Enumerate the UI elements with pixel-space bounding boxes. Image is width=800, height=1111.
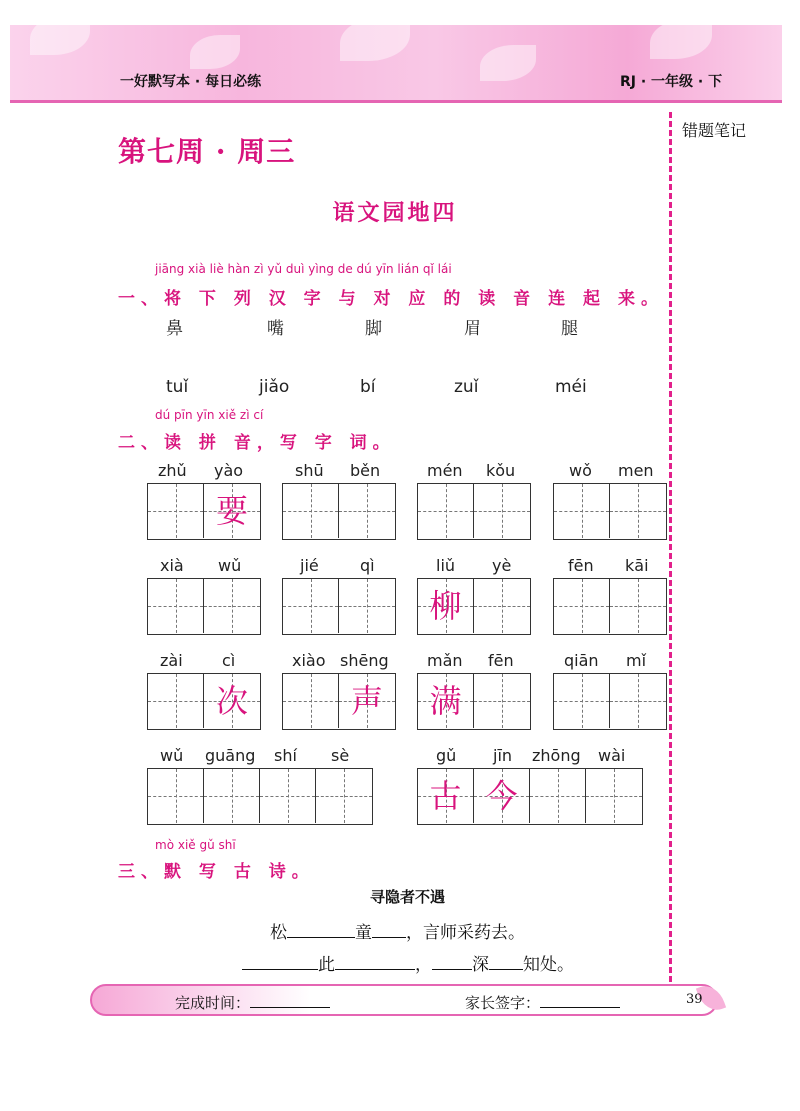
answer-char: 古 [429,777,462,815]
grid-cell[interactable] [610,674,666,728]
grid-pinyin: shēng [340,651,389,670]
grid-pinyin: fēn [488,651,514,670]
grid-pinyin: mén [427,461,463,480]
time-blank[interactable] [250,994,330,1008]
writing-grid[interactable] [417,483,531,540]
q3-title: 三、默 写 古 诗。 [118,862,315,882]
q1-pinyin-word: méi [555,377,587,397]
writing-grid[interactable] [553,578,667,635]
grid-pinyin: shí [274,746,297,765]
q3-pinyin: mò xiě gǔ shī [155,838,236,852]
grid-cell[interactable] [610,484,666,538]
grid-cell[interactable] [474,674,530,728]
grid-pinyin: qiān [564,651,599,670]
answer-blank[interactable] [242,953,318,970]
writing-grid[interactable] [147,768,373,825]
grid-pinyin: zhōng [532,746,581,765]
grid-pinyin: cì [222,651,236,670]
writing-grid[interactable] [417,578,531,635]
q1-pinyin-word: jiǎo [259,377,290,397]
grid-pinyin: gǔ [436,746,457,765]
grid-cell[interactable] [474,769,530,823]
grid-pinyin: kǒu [486,461,516,480]
grid-pinyin: wài [598,746,626,765]
answer-char: 声 [350,682,383,720]
grid-pinyin: shū [295,461,324,480]
q1-title: 一、将 下 列 汉 字 与 对 应 的 读 音 连 起 来。 [118,289,664,309]
q1-char: 鼻 [166,319,183,339]
answer-blank[interactable] [432,953,472,970]
grid-pinyin: mǐ [626,651,647,670]
answer-blank[interactable] [489,953,523,970]
writing-grid[interactable] [147,673,261,730]
grid-pinyin: wǔ [160,746,184,765]
grid-cell[interactable] [148,579,204,633]
page-number: 39 [686,992,703,1007]
grid-cell[interactable] [204,484,260,538]
petal-decoration [340,25,410,61]
grid-cell[interactable] [610,579,666,633]
q2-title: 二、读 拼 音，写 字 词。 [118,433,396,453]
answer-char: 满 [429,682,462,720]
grid-cell[interactable] [418,769,474,823]
grid-cell[interactable] [530,769,586,823]
signature-blank[interactable] [540,994,620,1008]
answer-char: 要 [215,492,248,530]
grid-cell[interactable] [474,579,530,633]
answer-char: 柳 [429,587,462,625]
grid-cell[interactable] [554,674,610,728]
grid-pinyin: xiào [292,651,326,670]
grid-pinyin: zhǔ [158,461,187,480]
grid-cell[interactable] [339,674,395,728]
day-title: 第七周 · 周三 [118,135,296,168]
q1-char: 腿 [561,319,578,339]
q1-char: 眉 [464,319,481,339]
header-right-text: RJ · 一年级 · 下 [620,74,723,90]
notes-label: 错题笔记 [682,121,747,140]
writing-grid[interactable] [417,673,531,730]
grid-cell[interactable] [204,674,260,728]
petal-decoration [650,25,712,59]
q1-pinyin: jiāng xià liè hàn zì yǔ duì yìng de dú yīn lián qǐ lái [155,262,452,276]
grid-cell[interactable] [554,484,610,538]
parent-signature: 家长签字： [465,992,620,1013]
grid-cell[interactable] [418,579,474,633]
grid-pinyin: wǒ [569,461,592,480]
grid-cell[interactable] [204,579,260,633]
grid-pinyin: xià [160,556,184,575]
answer-char: 次 [215,682,248,720]
grid-cell[interactable] [339,579,395,633]
grid-pinyin: jīn [493,746,513,765]
completion-time: 完成时间： [175,992,330,1013]
grid-cell[interactable] [339,484,395,538]
grid-pinyin: guāng [205,746,256,765]
grid-cell[interactable] [474,484,530,538]
grid-pinyin: běn [350,461,381,480]
grid-pinyin: jié [300,556,319,575]
writing-grid[interactable] [282,483,396,540]
writing-grid[interactable] [147,483,261,540]
grid-pinyin: mǎn [427,651,463,670]
q1-pinyin-word: zuǐ [454,377,479,397]
writing-grid[interactable] [282,673,396,730]
q2-pinyin: dú pīn yīn xiě zì cí [155,408,264,422]
header-banner [10,25,782,103]
writing-grid[interactable] [553,483,667,540]
notes-divider [669,112,672,982]
q1-char: 嘴 [267,319,284,339]
q1-pinyin-word: bí [360,377,376,397]
q1-pinyin-word: tuǐ [166,377,189,397]
answer-blank[interactable] [335,953,415,970]
petal-decoration [480,45,536,81]
poem-line-1: 松 童 ，言师采药去。 [270,923,525,943]
grid-cell[interactable] [418,674,474,728]
grid-cell[interactable] [283,579,339,633]
grid-pinyin: sè [331,746,350,765]
grid-pinyin: liǔ [436,556,456,575]
writing-grid[interactable] [147,578,261,635]
grid-cell[interactable] [148,769,204,823]
grid-cell[interactable] [586,769,642,823]
grid-cell[interactable] [554,579,610,633]
poem-title: 寻隐者不遇 [369,888,445,906]
grid-cell[interactable] [316,769,372,823]
answer-char: 今 [485,777,518,815]
grid-pinyin: yè [492,556,512,575]
grid-pinyin: men [618,461,654,480]
grid-pinyin: zài [160,651,183,670]
poem-line-2: 此 ， 深 知处。 [242,950,574,975]
writing-grid[interactable] [417,768,643,825]
grid-pinyin: kāi [625,556,649,575]
petal-decoration [190,35,240,69]
grid-pinyin: yào [214,461,244,480]
grid-cell[interactable] [283,674,339,728]
grid-cell[interactable] [204,769,260,823]
grid-cell[interactable] [260,769,316,823]
grid-cell[interactable] [283,484,339,538]
q1-char: 脚 [365,319,382,339]
grid-cell[interactable] [148,674,204,728]
grid-cell[interactable] [418,484,474,538]
grid-pinyin: qì [360,556,375,575]
answer-blank[interactable] [372,921,406,938]
answer-blank[interactable] [287,921,355,938]
unit-title: 语文园地四 [332,201,458,226]
grid-pinyin: fēn [568,556,594,575]
header-left-text: 一好默写本 · 每日必练 [120,74,262,90]
grid-cell[interactable] [148,484,204,538]
writing-grid[interactable] [282,578,396,635]
grid-pinyin: wǔ [218,556,242,575]
petal-decoration [30,25,90,55]
writing-grid[interactable] [553,673,667,730]
